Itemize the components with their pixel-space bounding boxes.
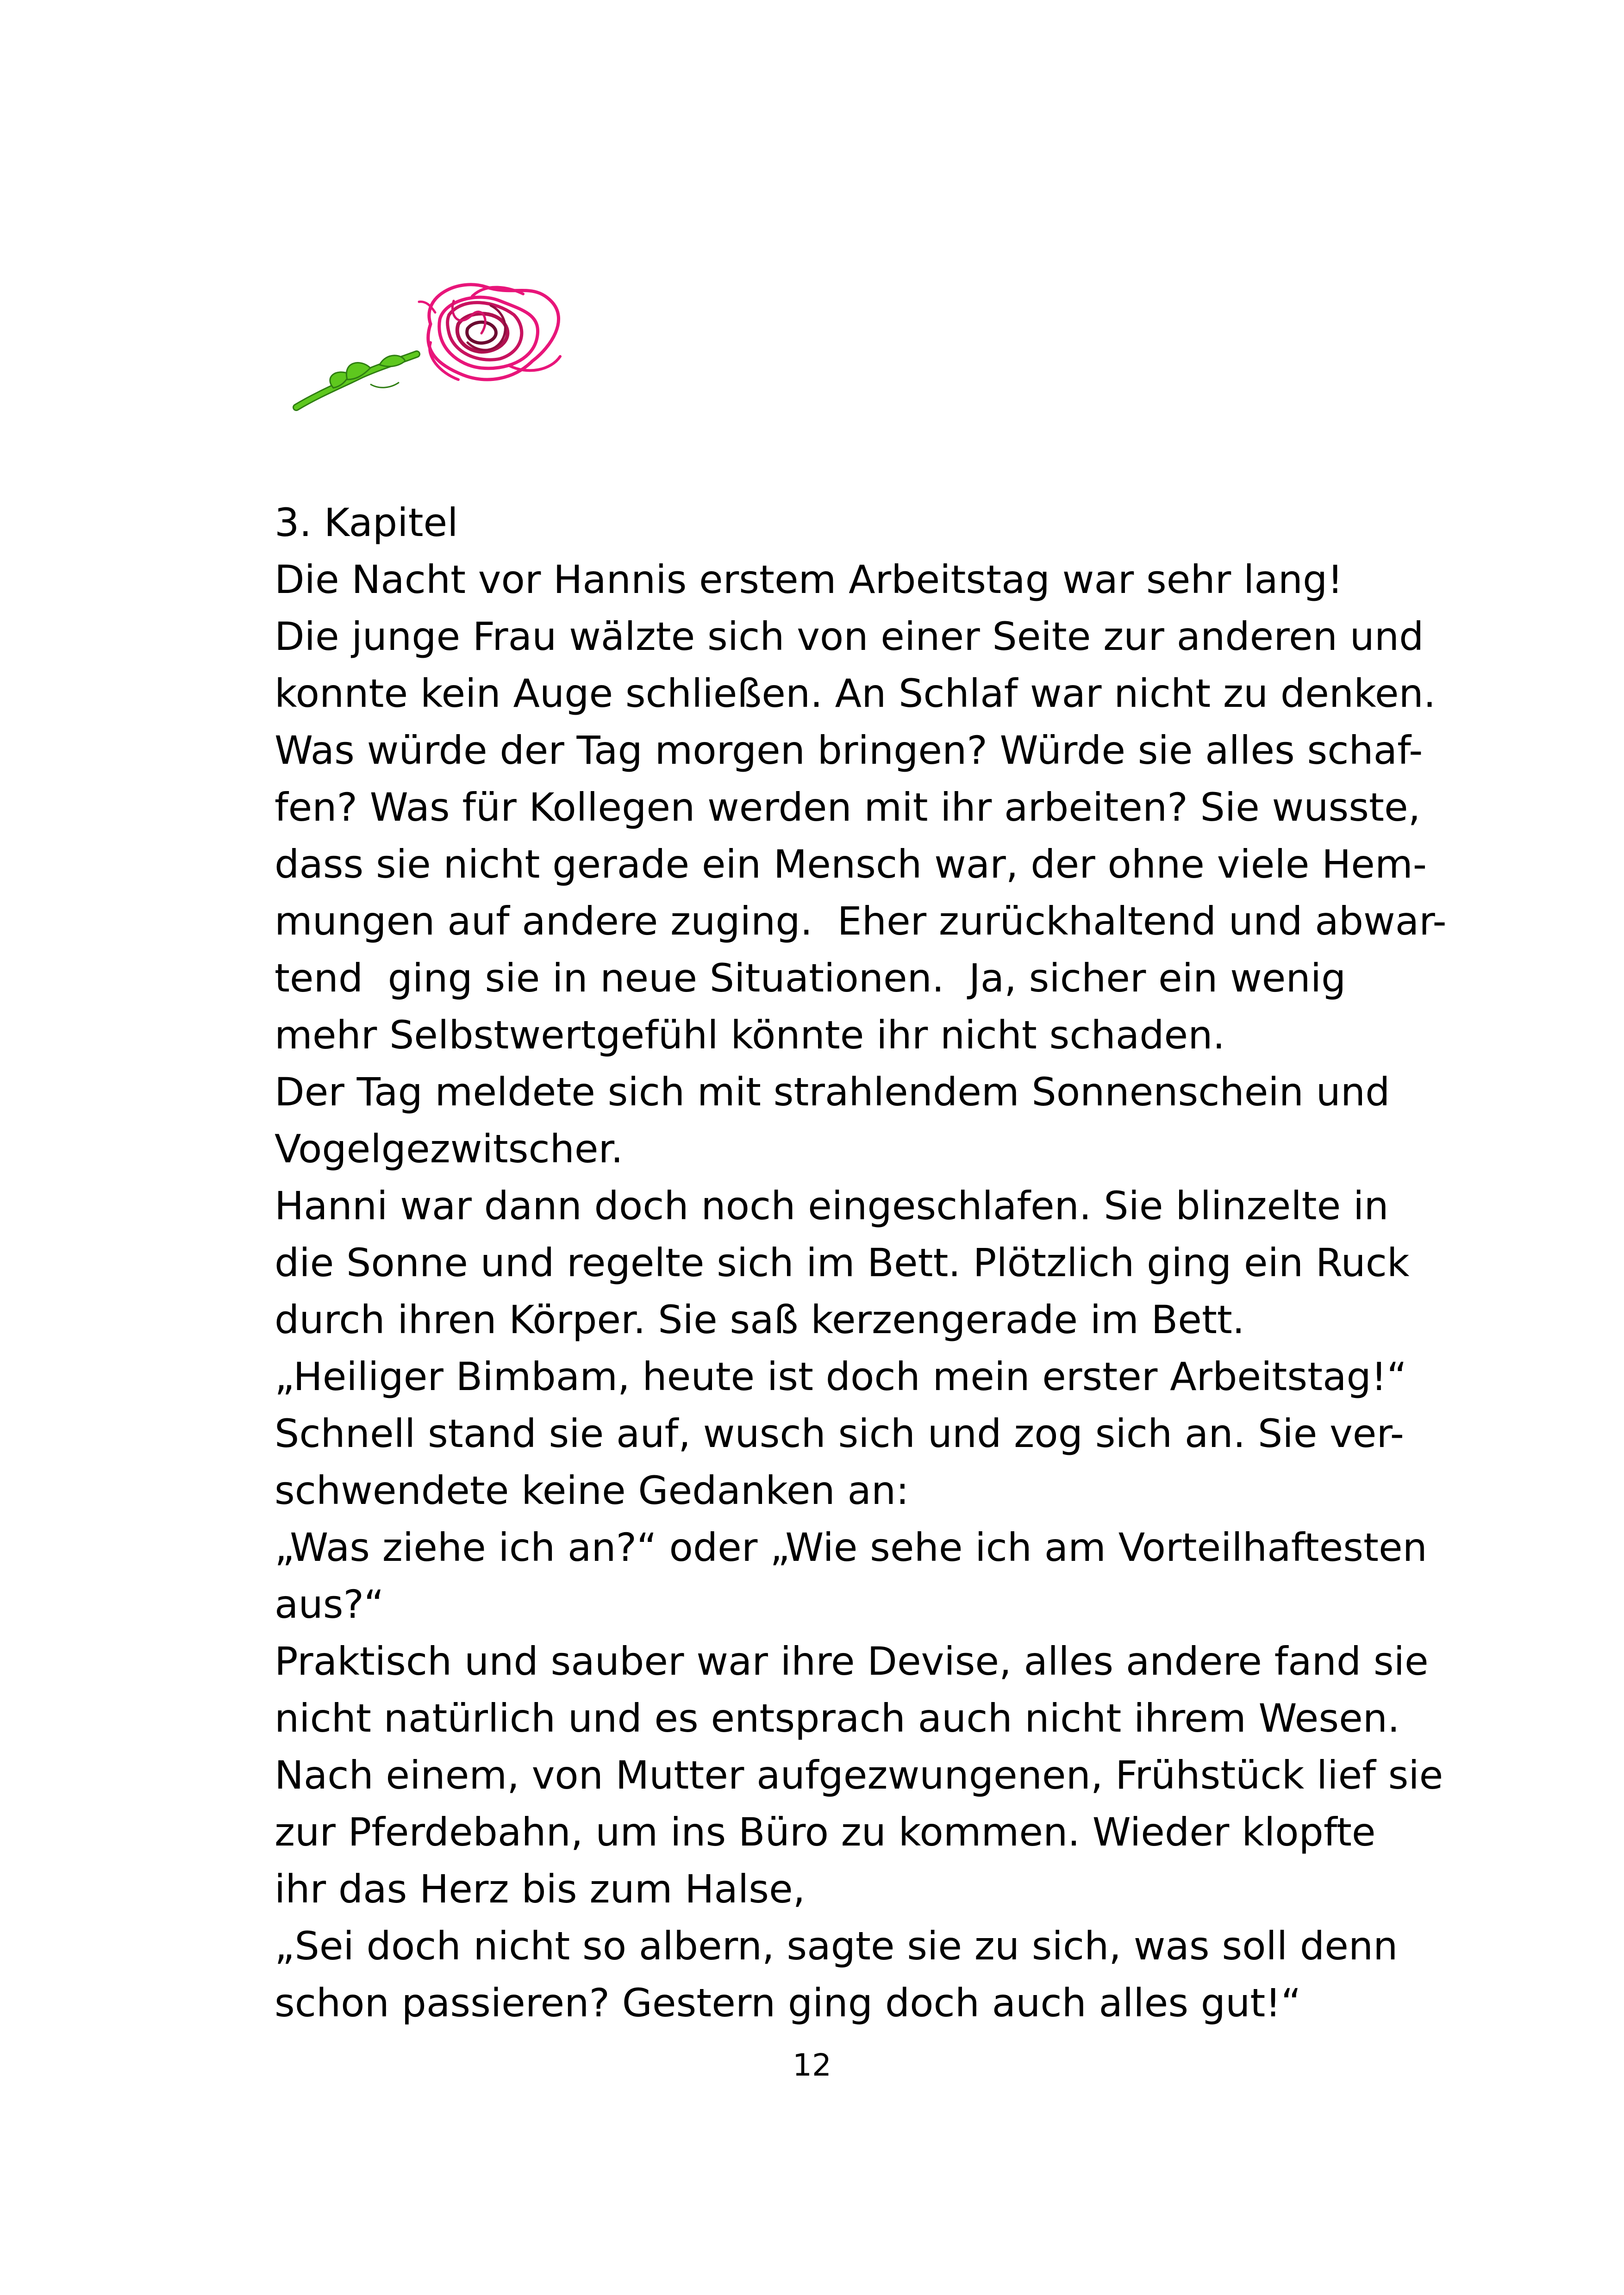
text-line: Die Nacht vor Hannis erstem Arbeitstag war sehr lang! bbox=[275, 557, 1343, 602]
page-number: 12 bbox=[793, 2047, 831, 2083]
text-line: Schnell stand sie auf, wusch sich und zog sich an. Sie ver- bbox=[275, 1411, 1404, 1456]
text-line: Hanni war dann doch noch eingeschlafen. Sie blinzelte in bbox=[275, 1183, 1389, 1229]
chapter-text bbox=[275, 494, 1447, 2032]
text-line: nicht natürlich und es entsprach auch nicht ihrem Wesen. bbox=[275, 1696, 1400, 1741]
text-line: zur Pferdebahn, um ins Büro zu kommen. Wieder klopfte bbox=[275, 1809, 1376, 1855]
text-line: konnte kein Auge schließen. An Schlaf war nicht zu denken. bbox=[275, 671, 1436, 716]
rose-blossom bbox=[419, 285, 560, 380]
text-line: mungen auf andere zuging. Eher zurückhaltend und abwar- bbox=[275, 898, 1447, 944]
text-line: Vogelgezwitscher. bbox=[275, 1126, 624, 1172]
text-line: fen? Was für Kollegen werden mit ihr arbeiten? Sie wusste, bbox=[275, 785, 1421, 830]
chapter-title: 3. Kapitel bbox=[275, 500, 458, 545]
text-line: ihr das Herz bis zum Halse, bbox=[275, 1866, 806, 1912]
text-line: dass sie nicht gerade ein Mensch war, der ohne viele Hem- bbox=[275, 842, 1427, 887]
text-line: schon passieren? Gestern ging doch auch alles gut!“ bbox=[275, 1980, 1301, 2026]
text-line: aus?“ bbox=[275, 1582, 384, 1627]
rose-icon bbox=[292, 268, 579, 417]
text-line: Der Tag meldete sich mit strahlendem Sonnenschein und bbox=[275, 1069, 1390, 1115]
text-line: die Sonne und regelte sich im Bett. Plötzlich ging ein Ruck bbox=[275, 1240, 1410, 1285]
text-line: Nach einem, von Mutter aufgezwungenen, Frühstück lief sie bbox=[275, 1752, 1443, 1798]
text-line: mehr Selbstwertgefühl könnte ihr nicht schaden. bbox=[275, 1012, 1225, 1058]
rose-leaf bbox=[346, 363, 370, 380]
text-line: Was würde der Tag morgen bringen? Würde sie alles schaf- bbox=[275, 728, 1423, 773]
text-line: „Was ziehe ich an?“ oder „Wie sehe ich am Vorteilhaftesten bbox=[275, 1525, 1427, 1570]
text-line: „Sei doch nicht so albern, sagte sie zu sich, was soll denn bbox=[275, 1923, 1398, 1969]
text-line: durch ihren Körper. Sie saß kerzengerade im Bett. bbox=[275, 1297, 1245, 1342]
text-line: Praktisch und sauber war ihre Devise, alles andere fand sie bbox=[275, 1639, 1429, 1684]
text-line: schwendete keine Gedanken an: bbox=[275, 1468, 909, 1513]
rose-leaf bbox=[380, 355, 405, 367]
text-line: tend ging sie in neue Situationen. Ja, sicher ein wenig bbox=[275, 955, 1346, 1001]
text-line: Die junge Frau wälzte sich von einer Seite zur anderen und bbox=[275, 614, 1424, 659]
text-line: „Heiliger Bimbam, heute ist doch mein erster Arbeitstag!“ bbox=[275, 1354, 1407, 1399]
